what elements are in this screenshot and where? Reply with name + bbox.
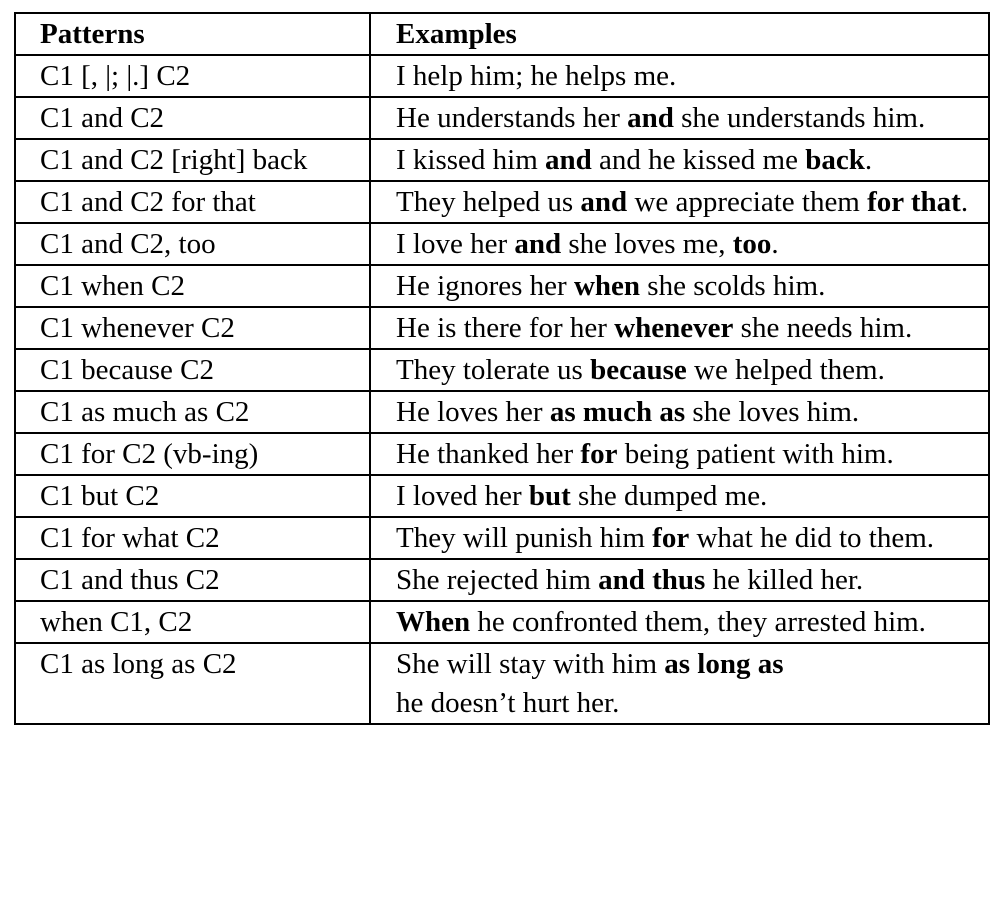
example-text: she dumped me. xyxy=(570,480,768,512)
table-body xyxy=(15,55,989,724)
example-text: I help him; he helps me. xyxy=(396,60,677,92)
pattern-cell: C1 because C2 xyxy=(15,349,370,391)
example-text: and he kissed me xyxy=(591,144,806,176)
table-row xyxy=(15,55,989,97)
example-text: I loved her xyxy=(396,480,529,512)
example-cell xyxy=(370,307,989,349)
example-cell xyxy=(370,55,989,97)
pattern-cell: C1 when C2 xyxy=(15,265,370,307)
example-keyword: because xyxy=(590,354,687,386)
example-keyword: and thus xyxy=(598,564,706,596)
example-cell xyxy=(370,643,989,724)
table-row xyxy=(15,475,989,517)
table-row xyxy=(15,181,989,223)
pattern-cell: C1 and C2, too xyxy=(15,223,370,265)
table-row xyxy=(15,265,989,307)
patterns-column-header: Patterns xyxy=(15,13,370,55)
example-keyword: for xyxy=(580,438,618,470)
pattern-cell: when C1, C2 xyxy=(15,601,370,643)
table-row xyxy=(15,601,989,643)
examples-column-header: Examples xyxy=(370,13,989,55)
example-text: . xyxy=(864,144,873,176)
pattern-cell: C1 and C2 xyxy=(15,97,370,139)
table-row xyxy=(15,223,989,265)
example-text: she loves him. xyxy=(685,396,860,428)
example-cell xyxy=(370,265,989,307)
example-text: I love her xyxy=(396,228,515,260)
example-cell xyxy=(370,433,989,475)
example-cell xyxy=(370,517,989,559)
example-keyword: as long as xyxy=(664,648,784,680)
table-row xyxy=(15,559,989,601)
pattern-cell: C1 and C2 [right] back xyxy=(15,139,370,181)
example-keyword: for xyxy=(652,522,690,554)
table-row xyxy=(15,643,989,724)
example-keyword: for that xyxy=(867,186,961,218)
pattern-cell: C1 as much as C2 xyxy=(15,391,370,433)
example-cell xyxy=(370,181,989,223)
example-keyword: too xyxy=(732,228,772,260)
pattern-cell: C1 [, |; |.] C2 xyxy=(15,55,370,97)
table-row xyxy=(15,139,989,181)
example-text: They tolerate us xyxy=(396,354,591,386)
example-text: . xyxy=(771,228,779,260)
example-text: . xyxy=(960,186,969,218)
pattern-cell: C1 and thus C2 xyxy=(15,559,370,601)
example-text: she understands him. xyxy=(673,102,926,134)
example-cell xyxy=(370,349,989,391)
pattern-cell: C1 as long as C2 xyxy=(15,643,370,724)
example-keyword: and xyxy=(627,102,674,134)
example-text: she needs him. xyxy=(733,312,913,344)
example-cell xyxy=(370,391,989,433)
pattern-cell: C1 and C2 for that xyxy=(15,181,370,223)
example-keyword: and xyxy=(545,144,592,176)
example-keyword: but xyxy=(528,480,571,512)
example-text: They will punish him xyxy=(396,522,653,554)
pattern-cell: C1 for what C2 xyxy=(15,517,370,559)
example-text: He is there for her xyxy=(396,312,615,344)
example-text: he killed her. xyxy=(705,564,864,596)
example-keyword: and xyxy=(580,186,628,218)
example-text: They helped us xyxy=(396,186,581,218)
example-cell xyxy=(370,475,989,517)
pattern-cell: C1 whenever C2 xyxy=(15,307,370,349)
pattern-cell: C1 but C2 xyxy=(15,475,370,517)
example-cell xyxy=(370,223,989,265)
example-text: She will stay with him xyxy=(396,648,665,680)
example-text: what he did to them. xyxy=(689,522,935,554)
pattern-cell: C1 for C2 (vb-ing) xyxy=(15,433,370,475)
example-text: I kissed him xyxy=(396,144,546,176)
example-text: she scolds him. xyxy=(640,270,826,302)
table-row xyxy=(15,517,989,559)
example-cell xyxy=(370,601,989,643)
example-keyword: whenever xyxy=(614,312,734,344)
example-text: she loves me, xyxy=(561,228,733,260)
table-row xyxy=(15,391,989,433)
example-keyword: and xyxy=(514,228,562,260)
example-text: we helped them. xyxy=(686,354,885,386)
example-keyword: back xyxy=(805,144,865,176)
example-keyword: When xyxy=(396,606,471,638)
table-row xyxy=(15,97,989,139)
table-row xyxy=(15,307,989,349)
example-text: he confronted them, they arrested him. xyxy=(470,606,926,638)
example-text: he doesn’t hurt her. xyxy=(396,687,620,719)
example-cell xyxy=(370,559,989,601)
example-text: being patient with him. xyxy=(617,438,894,470)
table-header-row xyxy=(15,13,989,55)
example-cell xyxy=(370,97,989,139)
patterns-table xyxy=(14,12,990,725)
example-keyword: as much as xyxy=(549,396,686,428)
example-cell xyxy=(370,139,989,181)
example-text: She rejected him xyxy=(396,564,599,596)
example-text: we appreciate them xyxy=(627,186,868,218)
example-text: He ignores her xyxy=(396,270,574,302)
example-text: He understands her xyxy=(396,102,628,134)
table-row xyxy=(15,433,989,475)
example-text: He loves her xyxy=(396,396,550,428)
example-text: He thanked her xyxy=(396,438,581,470)
example-keyword: when xyxy=(573,270,641,302)
table-row xyxy=(15,349,989,391)
